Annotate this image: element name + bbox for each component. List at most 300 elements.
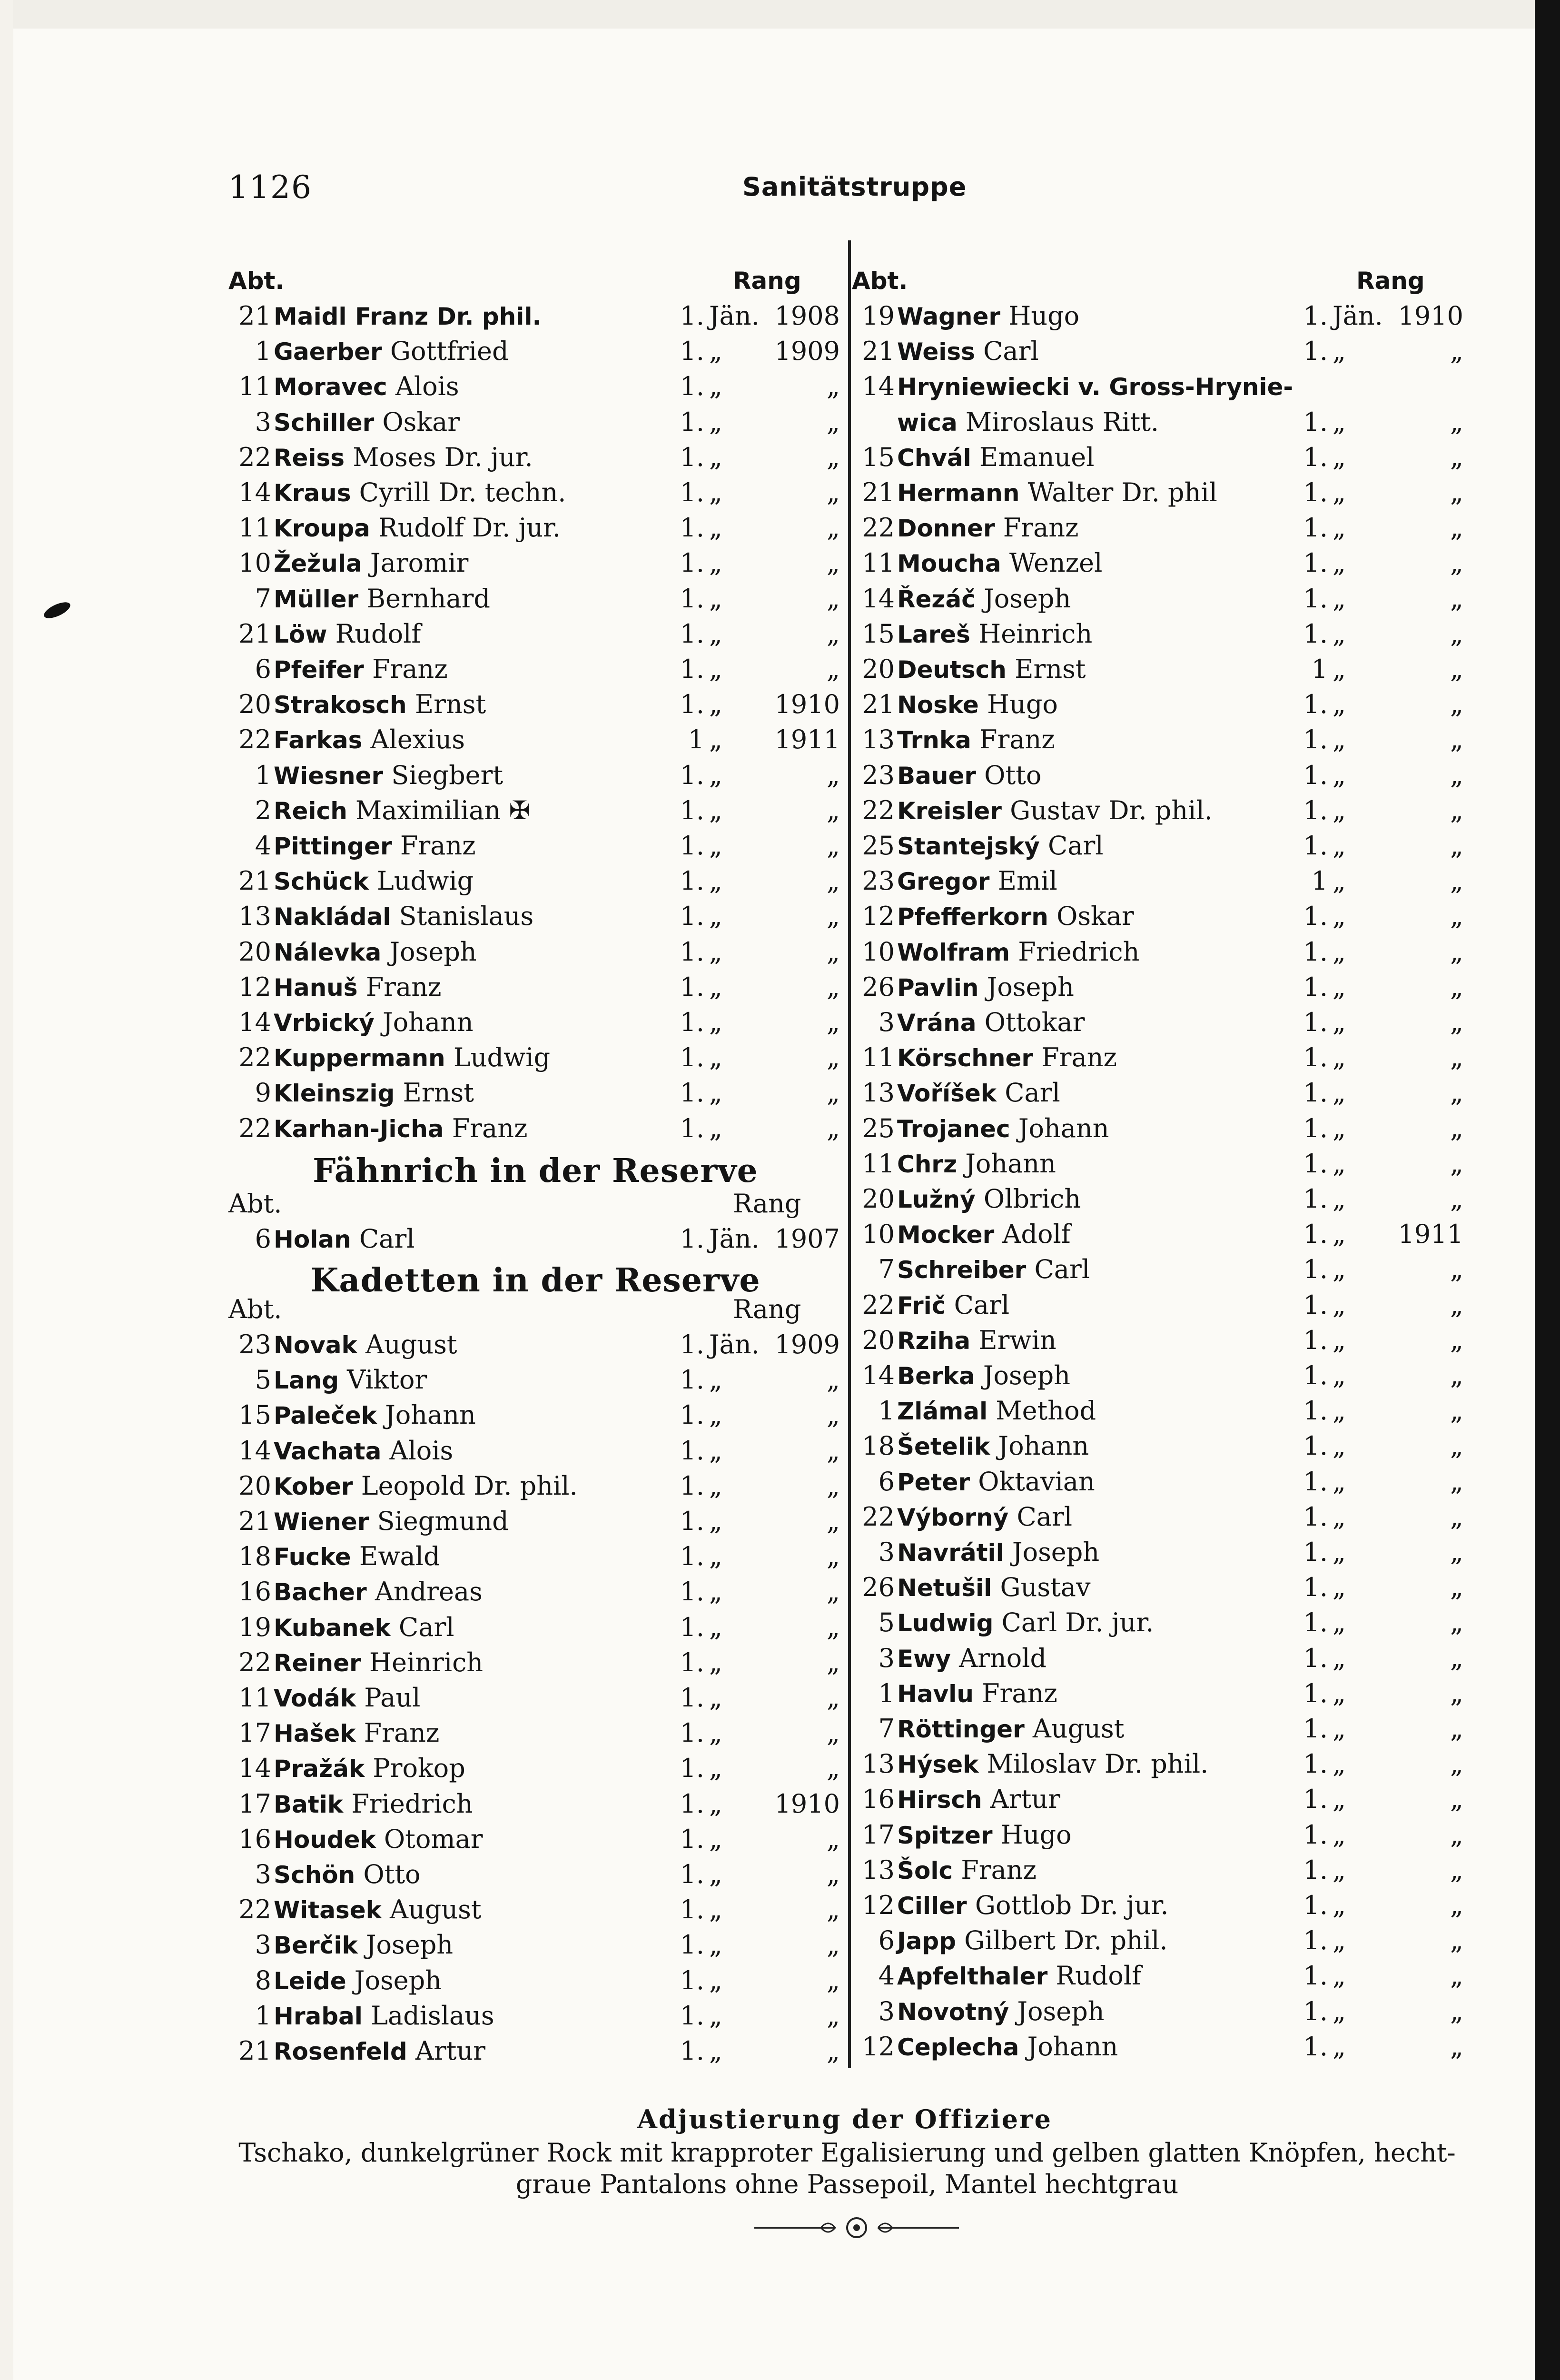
- surname: Kubanek: [274, 1614, 391, 1642]
- table-row: [852, 863, 1466, 899]
- officer-name: [897, 1323, 1056, 1359]
- rank-year: „: [1450, 1643, 1463, 1673]
- rank-month: „: [1333, 1678, 1346, 1708]
- rank-month: „: [709, 1788, 722, 1819]
- surname: Vodák: [274, 1685, 356, 1712]
- table-row: [852, 1111, 1466, 1146]
- rank-day: 1.: [1303, 477, 1328, 507]
- surname: Kleinszig: [274, 1080, 395, 1108]
- surname: Gaerber: [274, 338, 382, 366]
- rank-day: 1.: [680, 1753, 704, 1784]
- rank-year: „: [827, 1078, 840, 1108]
- rank-month: „: [1333, 1784, 1346, 1815]
- rank-month: „: [1333, 654, 1346, 684]
- table-row: [228, 1963, 842, 1998]
- running-title: Sanitätstruppe: [742, 172, 967, 202]
- rank-month: Jän.: [709, 301, 760, 331]
- column-header-row: [852, 263, 1466, 298]
- abteilung-number: 7: [255, 583, 271, 614]
- officer-name: [897, 1464, 1095, 1500]
- rank-year: „: [1450, 1819, 1463, 1850]
- rank-day: 1.: [1303, 972, 1328, 1002]
- table-row: [228, 652, 842, 687]
- rank-day: 1.: [680, 1470, 704, 1501]
- rank-year: „: [1450, 936, 1463, 967]
- rank-month: „: [1333, 1289, 1346, 1320]
- footer-line-1: Tschako, dunkelgrüner Rock mit krapproter Egalisierung und gelben glatten Knöpfen, hecht-: [238, 2138, 1456, 2168]
- given-name: Oktavian: [970, 1466, 1095, 1497]
- officer-name: [897, 793, 1213, 829]
- rank-year: „: [827, 1506, 840, 1536]
- rank-year: „: [827, 477, 840, 507]
- rank-day: 1.: [1303, 689, 1328, 720]
- rank-year: „: [1450, 1501, 1463, 1532]
- surname: Chrz: [897, 1150, 958, 1178]
- rank-day: 1.: [1303, 583, 1328, 614]
- officer-name: [274, 510, 561, 546]
- surname: Wiesner: [274, 762, 384, 790]
- table-row: [852, 1217, 1466, 1252]
- rank-year: „: [1450, 1996, 1463, 2026]
- rank-month: „: [709, 407, 722, 437]
- officer-name: [274, 1645, 483, 1681]
- rank-month: „: [709, 1753, 722, 1784]
- abteilung-number: 20: [862, 654, 895, 684]
- officer-name: [897, 1817, 1072, 1853]
- abteilung-number: 21: [238, 2036, 271, 2066]
- table-row: [852, 1464, 1466, 1499]
- abteilung-number: 23: [238, 1329, 271, 1359]
- officer-name: [274, 758, 503, 793]
- abteilung-number: 11: [238, 1683, 271, 1713]
- table-row: [228, 298, 842, 334]
- rank-month: „: [1333, 1572, 1346, 1603]
- table-row: [228, 581, 842, 616]
- table-row: [852, 1888, 1466, 1923]
- rank-year: 1910: [1398, 301, 1463, 331]
- surname: wica: [897, 408, 958, 436]
- rank-year: „: [827, 1470, 840, 1501]
- abteilung-number: 21: [862, 336, 895, 367]
- rank-month: „: [1333, 1113, 1346, 1143]
- table-row: [852, 793, 1466, 828]
- officer-name: [897, 1888, 1169, 1924]
- rank-year: „: [827, 1541, 840, 1572]
- rank-day: 1.: [680, 1859, 704, 1889]
- abteilung-number: 1: [255, 2000, 271, 2031]
- surname: Paleček: [274, 1402, 377, 1430]
- rank-day: 1.: [680, 1400, 704, 1430]
- given-name: Carl Dr. jur.: [993, 1607, 1154, 1638]
- section-title-faehnrich: Fähnrich in der Reserve: [313, 1152, 758, 1190]
- rank-day: 1.: [680, 936, 704, 967]
- abteilung-number: 14: [238, 477, 271, 507]
- rank-day: 1.: [680, 1894, 704, 1925]
- officer-name: [274, 970, 441, 1005]
- table-row: [852, 1252, 1466, 1287]
- officer-name: [897, 1005, 1085, 1041]
- rank-month: „: [1333, 1148, 1346, 1179]
- rank-year: „: [1450, 866, 1463, 896]
- surname: Röttinger: [897, 1716, 1025, 1743]
- table-row: [852, 1535, 1466, 1570]
- rank-year: „: [827, 901, 840, 932]
- table-row: [852, 545, 1466, 581]
- table-row: [852, 510, 1466, 545]
- rank-year: 1907: [774, 1224, 840, 1254]
- table-row: [228, 1998, 842, 2033]
- abteilung-number: 25: [862, 831, 895, 861]
- table-row: [852, 1181, 1466, 1217]
- given-name: Joseph: [346, 1965, 442, 1995]
- table-row: [228, 1927, 842, 1963]
- rank-year: „: [1450, 1042, 1463, 1073]
- rank-year: „: [827, 1007, 840, 1037]
- officer-name: [897, 1746, 1208, 1782]
- given-name: Carl: [997, 1078, 1060, 1108]
- rank-month: „: [709, 1683, 722, 1713]
- rank-year: „: [1450, 1078, 1463, 1108]
- rank-month: „: [709, 760, 722, 790]
- rank-month: „: [1333, 336, 1346, 367]
- scan-edge-left: [0, 0, 13, 2380]
- rank-day: 1.: [1303, 901, 1328, 932]
- abteilung-number: 26: [862, 1572, 895, 1603]
- given-name: Oskar: [1048, 901, 1134, 932]
- rank-day: 1.: [680, 1078, 704, 1108]
- officer-name: [274, 545, 468, 581]
- column-header-row: [228, 263, 842, 298]
- abteilung-number: 1: [255, 760, 271, 790]
- given-name: Siegbert: [383, 760, 504, 790]
- surname: Žežula: [274, 550, 362, 578]
- surname: Berčik: [274, 1932, 358, 1960]
- given-name: Ludwig: [368, 866, 474, 896]
- page-header: [228, 169, 1461, 212]
- table-row: [852, 1782, 1466, 1817]
- table-row: [852, 440, 1466, 475]
- rank-year: „: [1450, 1537, 1463, 1567]
- given-name: Joseph: [978, 972, 1074, 1002]
- given-name: Friedrich: [1010, 936, 1140, 967]
- rank-year: „: [827, 2036, 840, 2066]
- rank-day: 1.: [1303, 513, 1328, 543]
- table-row: [228, 1433, 842, 1468]
- rank-month: „: [1333, 1466, 1346, 1497]
- rank-year: „: [827, 866, 840, 896]
- rank-day: 1.: [680, 1683, 704, 1713]
- abteilung-number: 22: [238, 1113, 271, 1143]
- rank-year: „: [827, 407, 840, 437]
- rank-month: „: [709, 1718, 722, 1748]
- abteilung-number: 16: [238, 1577, 271, 1607]
- surname: Hryniewiecki v. Gross-Hrynie-: [897, 373, 1293, 401]
- surname: Moravec: [274, 373, 387, 401]
- scan-edge-right: [1535, 0, 1560, 2380]
- table-row: [852, 1146, 1466, 1181]
- table-row: [228, 1468, 842, 1504]
- given-name: Gottfried: [382, 336, 509, 367]
- rank-day: 1.: [1303, 1219, 1328, 1250]
- rank-month: „: [1333, 1714, 1346, 1744]
- surname: Körschner: [897, 1044, 1034, 1072]
- rank-month: „: [1333, 1996, 1346, 2026]
- rank-month: „: [1333, 583, 1346, 614]
- rank-year: „: [1450, 1678, 1463, 1708]
- table-row: [228, 1040, 842, 1075]
- given-name: Hugo: [992, 1819, 1072, 1850]
- abteilung-number: 21: [238, 1506, 271, 1536]
- surname: Müller: [274, 585, 359, 613]
- officer-name: [897, 1676, 1057, 1712]
- given-name: Emanuel: [971, 442, 1095, 472]
- given-name: Joseph: [975, 583, 1071, 614]
- rank-day: 1.: [680, 1506, 704, 1536]
- rank-day: 1.: [1303, 1890, 1328, 1920]
- rank-day: 1.: [680, 1042, 704, 1073]
- surname: Bacher: [274, 1578, 367, 1606]
- officer-name: [274, 1327, 457, 1363]
- rank-year: „: [1450, 1254, 1463, 1285]
- table-row: [228, 1539, 842, 1574]
- given-name: Ernst: [406, 689, 486, 720]
- officer-name: [274, 1433, 453, 1469]
- rank-year: „: [1450, 1148, 1463, 1179]
- given-name: Method: [987, 1396, 1096, 1426]
- surname: Japp: [897, 1927, 956, 1955]
- given-name: Johann: [1019, 2031, 1118, 2062]
- table-row: [852, 2029, 1466, 2064]
- rank-year: „: [1450, 1466, 1463, 1497]
- table-row: [228, 1362, 842, 1398]
- officer-name: [274, 1075, 474, 1111]
- given-name: Adolf: [994, 1219, 1071, 1250]
- abteilung-number: 20: [862, 1325, 895, 1355]
- surname: Holan: [274, 1226, 351, 1253]
- rank-day: 1.: [680, 972, 704, 1002]
- surname: Wiener: [274, 1508, 369, 1536]
- given-name: Prokop: [365, 1753, 465, 1784]
- rank-month: „: [709, 477, 722, 507]
- abteilung-number: 13: [238, 901, 271, 932]
- rank-day: 1.: [1303, 1784, 1328, 1815]
- rank-month: Jän.: [709, 1224, 760, 1254]
- officer-name: [897, 863, 1057, 899]
- given-name: Wenzel: [1001, 548, 1103, 578]
- rank-day: 1.: [680, 689, 704, 720]
- rank-year: „: [1450, 1714, 1463, 1744]
- abteilung-number: 12: [862, 1890, 895, 1920]
- rank-year: „: [1450, 972, 1463, 1002]
- rank-day: 1.: [680, 1647, 704, 1677]
- rank-month: „: [1333, 1007, 1346, 1037]
- given-name: Joseph: [975, 1360, 1071, 1390]
- footer-text: [209, 2137, 1485, 2200]
- abteilung-number: 14: [238, 1753, 271, 1784]
- officer-name: [274, 1751, 465, 1786]
- given-name: Gustav Dr. phil.: [1001, 795, 1213, 825]
- abteilung-number: 22: [238, 724, 271, 755]
- table-row: [852, 334, 1466, 369]
- given-name: Rudolf: [1047, 1961, 1142, 1991]
- table-row: [228, 545, 842, 581]
- abteilung-number: 13: [862, 724, 895, 755]
- table-row: [852, 616, 1466, 652]
- abteilung-number: 14: [862, 583, 895, 614]
- surname: Strakosch: [274, 691, 407, 719]
- table-row: [852, 1958, 1466, 1993]
- abteilung-number: 21: [862, 477, 895, 507]
- given-name: Andreas: [366, 1577, 483, 1607]
- rank-month: „: [1333, 407, 1346, 437]
- scan-edge-top: [0, 0, 1560, 29]
- officer-name: [897, 722, 1055, 758]
- table-row: [852, 687, 1466, 722]
- rank-month: „: [1333, 1396, 1346, 1426]
- rank-year: „: [827, 513, 840, 543]
- abteilung-number: 19: [862, 301, 895, 331]
- rank-month: „: [1333, 724, 1346, 755]
- given-name: Heinrich: [970, 618, 1093, 649]
- table-row: [852, 1605, 1466, 1640]
- abt-header: Abt.: [852, 267, 908, 295]
- table-row: [228, 1005, 842, 1040]
- rank-month: „: [1333, 689, 1346, 720]
- table-row: [852, 475, 1466, 510]
- given-name: Gottlob Dr. jur.: [967, 1890, 1169, 1920]
- officer-name: [274, 475, 566, 511]
- surname: Stantejský: [897, 833, 1040, 860]
- rank-year: „: [827, 1577, 840, 1607]
- table-row: [852, 405, 1466, 440]
- abteilung-number: 3: [878, 1537, 895, 1567]
- rank-month: „: [709, 1113, 722, 1143]
- officer-name: [274, 616, 421, 652]
- given-name: Franz: [392, 831, 476, 861]
- rank-year: „: [827, 371, 840, 402]
- officer-name: [274, 1857, 421, 1893]
- surname: Vachata: [274, 1437, 382, 1465]
- abteilung-number: 11: [862, 1148, 895, 1179]
- abteilung-number: 3: [255, 407, 271, 437]
- officer-name: [897, 1923, 1168, 1959]
- surname: Noske: [897, 691, 979, 719]
- column-header-row: [228, 1292, 842, 1327]
- rank-month: „: [709, 336, 722, 367]
- officer-name: [897, 1994, 1105, 2030]
- rank-day: 1.: [1303, 1113, 1328, 1143]
- given-name: Bernhard: [358, 583, 490, 614]
- rank-day: 1.: [1303, 1325, 1328, 1355]
- table-row: [852, 1817, 1466, 1853]
- rank-month: „: [709, 442, 722, 472]
- rank-month: „: [1333, 972, 1346, 1002]
- surname: Wolfram: [897, 938, 1010, 966]
- surname: Řezáč: [897, 585, 976, 613]
- rank-year: 1909: [774, 1329, 840, 1359]
- rank-year: „: [1450, 1431, 1463, 1461]
- officer-name: [897, 298, 1079, 334]
- rank-day: 1.: [1303, 1854, 1328, 1885]
- table-row: [228, 1504, 842, 1539]
- table-row: [852, 758, 1466, 793]
- rank-month: „: [709, 936, 722, 967]
- rank-year: „: [1450, 1113, 1463, 1143]
- rank-day: 1.: [1303, 795, 1328, 825]
- rank-month: „: [1333, 1749, 1346, 1779]
- given-name: Viktor: [339, 1365, 427, 1395]
- officer-name: [897, 334, 1039, 369]
- officer-name: [274, 334, 509, 369]
- rank-year: 1908: [774, 301, 840, 331]
- officer-name: [897, 440, 1095, 476]
- rank-month: „: [709, 689, 722, 720]
- abteilung-number: 1: [878, 1678, 895, 1708]
- rank-year: „: [827, 1965, 840, 1995]
- column-divider: [848, 240, 851, 2068]
- table-row: [852, 1711, 1466, 1746]
- abteilung-number: 16: [238, 1824, 271, 1854]
- column-header-row: [228, 1186, 842, 1221]
- rank-month: „: [1333, 1501, 1346, 1532]
- abteilung-number: 15: [862, 442, 895, 472]
- rank-month: „: [709, 1400, 722, 1430]
- surname: Löw: [274, 620, 327, 648]
- given-name: August: [357, 1329, 457, 1359]
- table-row: [852, 1288, 1466, 1323]
- given-name: Oskar: [374, 407, 460, 437]
- rank-month: „: [1333, 1078, 1346, 1108]
- officer-name: [897, 1075, 1060, 1111]
- surname: Schreiber: [897, 1256, 1027, 1284]
- rank-month: „: [709, 724, 722, 755]
- abteilung-number: 5: [878, 1607, 895, 1638]
- abteilung-number: 17: [238, 1718, 271, 1748]
- given-name: Rudolf Dr. jur.: [370, 513, 561, 543]
- rank-year: „: [1450, 442, 1463, 472]
- officer-name: [897, 1146, 1056, 1182]
- rank-day: 1.: [680, 371, 704, 402]
- given-name: Franz: [357, 972, 442, 1002]
- surname: Výborný: [897, 1503, 1009, 1531]
- rank-year: „: [827, 1683, 840, 1713]
- given-name: Carl: [1008, 1501, 1073, 1532]
- surname: Reich: [274, 797, 347, 825]
- given-name: Carl: [390, 1612, 454, 1642]
- given-name: Carl: [946, 1289, 1010, 1320]
- rank-day: 1.: [680, 583, 704, 614]
- abteilung-number: 11: [238, 371, 271, 402]
- rank-year: „: [1450, 1289, 1463, 1320]
- rank-month: „: [1333, 513, 1346, 543]
- rank-month: „: [709, 2000, 722, 2031]
- abteilung-number: 22: [238, 442, 271, 472]
- rank-day: 1.: [1303, 1501, 1328, 1532]
- surname: Deutsch: [897, 656, 1007, 684]
- rank-year: „: [827, 1113, 840, 1143]
- surname: Kreisler: [897, 797, 1002, 825]
- table-row: [228, 687, 842, 722]
- given-name: Johann: [990, 1431, 1089, 1461]
- surname: Pittinger: [274, 833, 392, 860]
- rank-year: „: [1450, 407, 1463, 437]
- table-row: [852, 1641, 1466, 1676]
- given-name: Miroslaus Ritt.: [957, 407, 1159, 437]
- table-row: [228, 934, 842, 970]
- surname: Hašek: [274, 1720, 356, 1748]
- rank-day: 1: [1311, 866, 1328, 896]
- officer-name: [274, 899, 533, 934]
